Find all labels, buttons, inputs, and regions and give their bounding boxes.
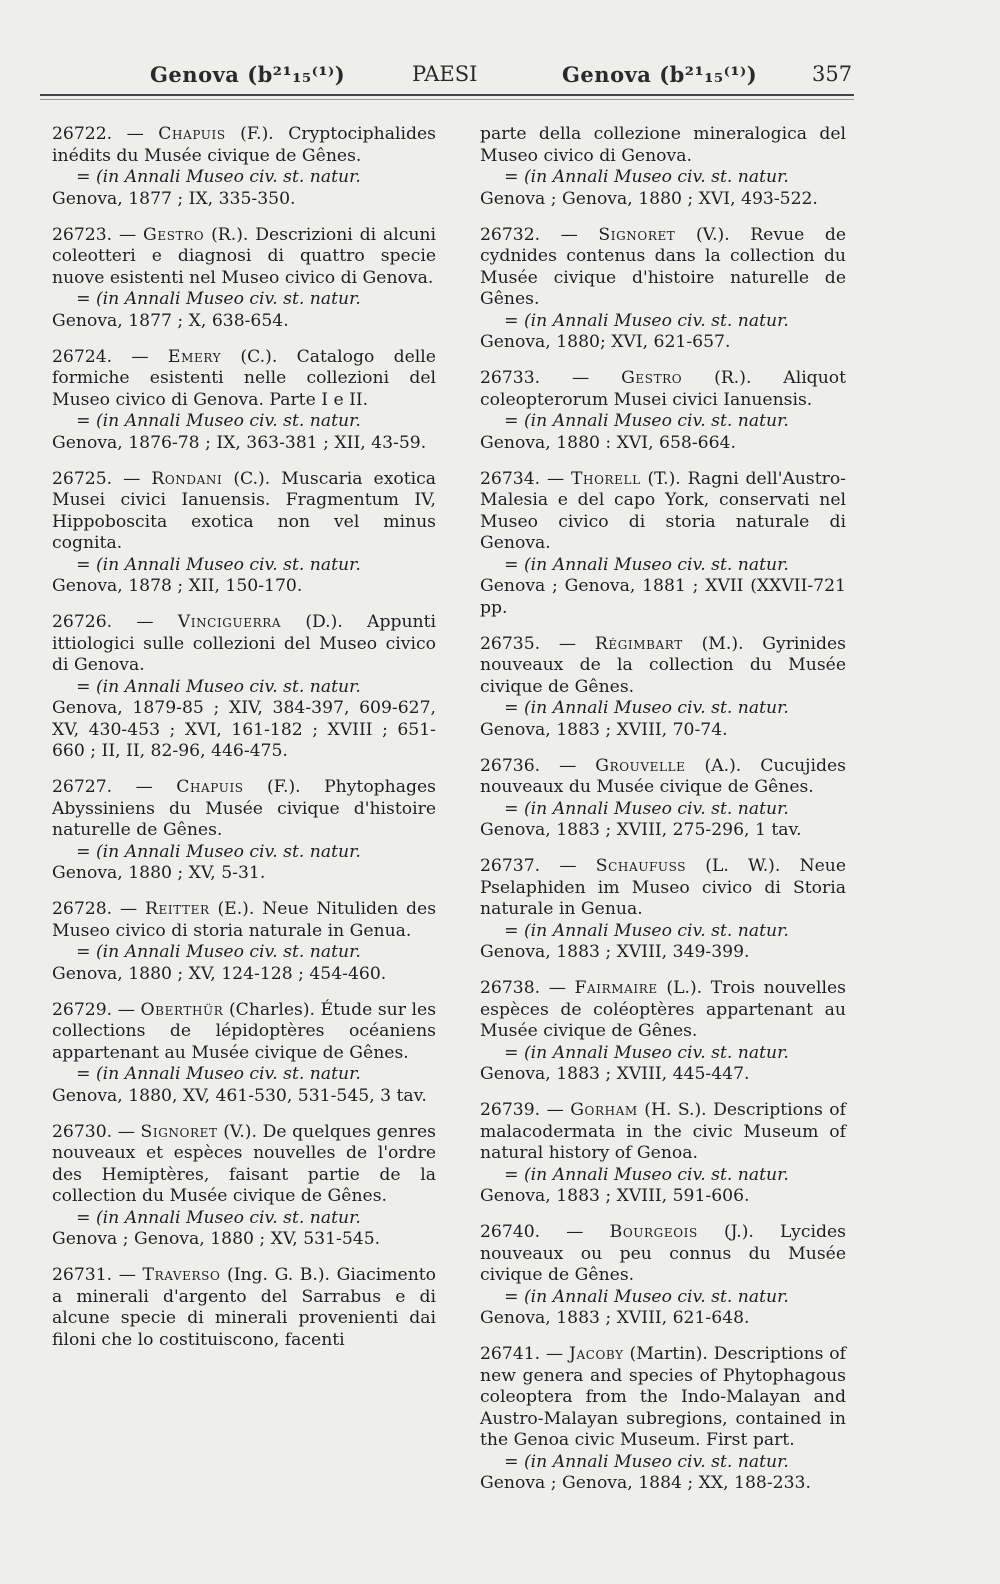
entry-number: 26723. [52,224,113,245]
entry-author: Régimbart [594,633,683,654]
entry-number: 26729. [52,999,113,1020]
continued-pub: Genova ; Genova, 1880 ; XVI, 493-522. [480,188,818,209]
bibliography-entry: 26724. — Emery (C.). Catalogo delle formiche esistenti nelle collezioni del Museo civico di Genova. Parte I e II. = (in Annali Museo civ. st. natur. Genova, 1876-78 ; IX, 363-381 ; XII, 43-59. [52,346,436,453]
entry-title: Descrizioni di alcuni coleotteri e diagnosi di quattro specie nuove esistenti nel Museo civico di Genova. [52,224,436,288]
entry-author: Thorell [570,468,641,489]
entry-author: Jacoby [568,1344,624,1364]
entry-title: Neue Pselaphiden im Museo civico di Storia naturale in Genua. [480,856,847,919]
entry-source: (in Annali Museo civ. st. natur. [523,698,789,718]
bibliography-entry: 26733. — Gestro (R.). Aliquot coleopterorum Musei civici Ianuensis. = (in Annali Museo civ. st. natur. Genova, 1880 : XVI, 658-664. [480,368,847,453]
entry-number: 26737. [480,856,541,876]
entry-source: (in Annali Museo civ. st. natur. [523,310,789,331]
continued-text: parte della collezione mineralogica del Museo civico di Genova. [480,124,846,166]
running-header [40,56,860,96]
left-column [52,124,436,1366]
entry-source: (in Annali Museo civ. st. natur. [95,676,361,697]
entry-initials: (F.). [267,777,301,797]
entry-author: Schaufuss [595,856,687,876]
entry-author: Chapuis [176,777,244,797]
entry-source: (in Annali Museo civ. st. natur. [95,1207,361,1228]
continued-source: (in Annali Museo civ. st. natur. [523,167,789,187]
entry-title: Descriptions of malacodermata in the civic Museum of natural history of Genoa. [480,1100,846,1163]
entry-source: (in Annali Museo civ. st. natur. [95,411,361,431]
header-center: PAESI [412,62,478,86]
entry-initials: (M.). [701,633,744,654]
entry-number: 26725. [52,468,113,489]
right-column [480,124,846,1509]
entry-initials: (Charles). [228,999,316,1020]
entry-initials: (R.). [211,224,249,245]
entry-publication: Genova, 1880 ; XV, 124-128 ; 454-460. [52,963,387,984]
bibliography-entry: 26730. — Signoret (V.). De quelques genres nouveaux et espèces nouvelles de l'ordre des Hemiptères, faisant partie de la collection du Musée civique de Gênes. = (in Annali Museo civ. st. natur. Genova ; Genova, 1880 ; XV, 531-545. [52,1121,436,1249]
entry-publication: Genova, 1880 : XVI, 658-664. [480,432,736,453]
entry-publication: Genova ; Genova, 1880 ; XV, 531-545. [52,1229,381,1249]
entry-publication: Genova, 1883 ; XVIII, 445-447. [480,1064,750,1084]
entry-author: Gestro [621,368,683,388]
entry-number: 26732. [480,224,541,245]
entry-source: (in Annali Museo civ. st. natur. [95,942,361,962]
entry-initials: (V.). [695,224,730,245]
entry-initials: (Martin). [629,1344,708,1364]
header-left: Genova (b²¹₁₅⁽¹⁾) [150,62,346,87]
entry-author: Emery [167,346,222,367]
entry-number: 26736. [480,755,541,776]
entry-author: Reitter [144,899,210,919]
entry-publication: Genova, 1877 ; IX, 335-350. [52,188,296,209]
entry-source: (in Annali Museo civ. st. natur. [95,554,361,575]
bibliography-entry: 26722. — Chapuis (F.). Cryptociphalides inédits du Musée civique de Gênes. = (in Annali Museo civ. st. natur. Genova, 1877 ; IX, 335-350. [52,124,436,209]
bibliography-entry: 26728. — Reitter (E.). Neue Nituliden des Museo civico di storia naturale in Genua. = (in Annali Museo civ. st. natur. Genova, 1880 ; XV, 124-128 ; 454-460. [52,899,437,984]
entry-publication: Genova, 1883 ; XVIII, 70-74. [480,719,728,740]
entry-number: 26727. [52,777,113,797]
entry-source: (in Annali Museo civ. st. natur. [95,289,361,309]
entry-title: Muscaria exotica Musei civici Ianuensis. Fragmentum IV, Hippoboscita exotica non vel minus cognita. [52,468,437,553]
entry-publication: Genova, 1880; XVI, 621-657. [480,332,731,352]
page-number: 357 [812,62,853,86]
entry-title: Gyrinides nouveaux de la collection du Musée civique de Gênes. [480,633,846,697]
entry-number: 26722. [52,124,113,144]
bibliography-entry: 26741. — Jacoby (Martin). Descriptions of new genera and species of Phytophagous coleoptera from the Indo-Malayan and Austro-Malayan subregions, contained in the Genoa civic Museum. First part. = (in Annali Museo civ. st. natur. Genova ; Genova, 1884 ; XX, 188-233. [480,1344,846,1493]
entry-author: Chapuis [158,124,226,144]
entry-number: 26733. [480,368,541,388]
entry-title: Trois nouvelles espèces de coléoptères appartenant au Musée civique de Gênes. [480,978,846,1041]
entry-initials: (J.). [723,1222,754,1242]
entry-source: (in Annali Museo civ. st. natur. [95,1064,361,1084]
entry-initials: (Ing. G. B.). [226,1265,331,1285]
entry-author: Rondani [151,468,223,489]
entry-author: Bourgeois [609,1222,698,1242]
entry-title: Lycides nouveaux ou peu connus du Musée civique de Gênes. [480,1222,846,1285]
entry-number: 26731. [52,1265,113,1285]
entry-author: Signoret [140,1121,218,1142]
entry-source: (in Annali Museo civ. st. natur. [523,920,789,941]
entry-title: De quelques genres nouveaux et espèces nouvelles de l'ordre des Hemiptères, faisant partie de la collection du Musée civique de Gênes. [52,1121,436,1206]
entry-publication: Genova, 1879-85 ; XIV, 384-397, 609-627, XV, 430-453 ; XVI, 161-182 ; XVIII ; 651-660 ; II, II, 82-96, 446-475. [52,698,436,761]
bibliography-entry: 26734. — Thorell (T.). Ragni dell'Austro-Malesia e del capo York, conservati nel Museo civico di storia naturale di Genova. = (in Annali Museo civ. st. natur. Genova ; Genova, 1881 ; XVII (XXVII-721 pp. [480,468,846,618]
entry-number: 26724. [52,346,113,367]
continued-entry: parte della collezione mineralogica del Museo civico di Genova. = (in Annali Museo civ. st. natur. Genova ; Genova, 1880 ; XVI, 493-522. [480,124,846,209]
entry-number: 26740. [480,1222,541,1242]
entry-author: Signoret [598,224,676,245]
entry-number: 26735. [480,633,541,654]
entry-number: 26728. [52,899,113,919]
entry-publication: Genova, 1883 ; XVIII, 591-606. [480,1186,750,1206]
entry-publication: Genova, 1883 ; XVIII, 275-296, 1 tav. [480,820,802,840]
entry-initials: (T.). [647,468,681,489]
entry-publication: Genova, 1878 ; XII, 150-170. [52,576,303,596]
entry-author: Oberthür [140,999,224,1020]
bibliography-entry: 26736. — Grouvelle (A.). Cucujides nouveaux du Musée civique de Gênes. = (in Annali Museo civ. st. natur. Genova, 1883 ; XVIII, 275-296, 1 tav. [480,755,847,840]
entry-publication: Genova, 1883 ; XVIII, 621-648. [480,1308,750,1328]
entry-title: Catalogo delle formiche esistenti nelle collezioni del Museo civico di Genova. Parte I e II. [52,346,436,410]
header-rule-thin [40,99,854,100]
entry-initials: (C.). [233,468,271,489]
entry-number: 26730. [52,1121,113,1142]
header-rule [40,94,854,96]
entry-initials: (F.). [240,124,274,144]
entry-initials: (C.). [240,346,278,367]
entry-initials: (D.). [305,612,343,632]
entry-source: (in Annali Museo civ. st. natur. [523,1286,789,1307]
entry-source: (in Annali Museo civ. st. natur. [523,411,789,431]
entry-number: 26741. [480,1344,541,1364]
entry-number: 26738. [480,978,541,998]
entry-publication: Genova ; Genova, 1881 ; XVII (XXVII-721 pp. [480,576,846,618]
bibliography-entry: 26723. — Gestro (R.). Descrizioni di alcuni coleotteri e diagnosi di quattro specie nuove esistenti nel Museo civico di Genova. = (in Annali Museo civ. st. natur. Genova, 1877 ; X, 638-654. [52,224,436,331]
bibliography-entry: 26726. — Vinciguerra (D.). Appunti ittiologici sulle collezioni del Museo civico di Genova. = (in Annali Museo civ. st. natur. Genova, 1879-85 ; XIV, 384-397, 609-627, XV, 430-453 ; XVI, 161-182 ; XVIII ; 651-660 ; II, II, 82-96, 446-475. [52,612,436,761]
entry-title: Cryptociphalides inédits du Musée civique de Gênes. [52,124,436,166]
entry-title: Neue Nituliden des Museo civico di storia naturale in Genua. [52,899,437,941]
entry-author: Traverso [142,1265,221,1285]
entry-initials: (V.). [223,1121,257,1142]
bibliography-entry: 26737. — Schaufuss (L. W.). Neue Pselaphiden im Museo civico di Storia naturale in Genua. = (in Annali Museo civ. st. natur. Genova, 1883 ; XVIII, 349-399. [480,856,847,962]
entry-title: Revue de cydnides contenus dans la collection du Musée civique d'histoire naturelle de Gênes. [480,224,846,309]
entry-number: 26739. [480,1100,541,1120]
entry-title: Étude sur les collections de lépidoptères océaniens appartenant au Musée civique de Gênes. [52,999,437,1063]
entry-initials: (L. W.). [705,856,781,876]
entry-source: (in Annali Museo civ. st. natur. [523,554,789,575]
bibliography-entry: 26729. — Oberthür (Charles). Étude sur les collections de lépidoptères océaniens appartenant au Musée civique de Gênes. = (in Annali Museo civ. st. natur. Genova, 1880, XV, 461-530, 531-545, 3 tav. [52,999,437,1106]
entry-source: (in Annali Museo civ. st. natur. [523,798,789,819]
entry-source: (in Annali Museo civ. st. natur. [523,1164,789,1185]
entry-author: Vinciguerra [177,612,282,632]
entry-source: (in Annali Museo civ. st. natur. [95,841,361,862]
entry-publication: Genova ; Genova, 1884 ; XX, 188-233. [480,1473,811,1493]
bibliography-entry: 26740. — Bourgeois (J.). Lycides nouveaux ou peu connus du Musée civique de Gênes. = (in Annali Museo civ. st. natur. Genova, 1883 ; XVIII, 621-648. [480,1222,846,1328]
entry-initials: (E.). [217,899,255,919]
entry-title: Giacimento a minerali d'argento del Sarrabus e di alcune specie di minerali provenienti dai filoni che lo costituiscono, facenti [52,1265,437,1350]
bibliography-entry: 26732. — Signoret (V.). Revue de cydnides contenus dans la collection du Musée civique d'histoire naturelle de Gênes. = (in Annali Museo civ. st. natur. Genova, 1880; XVI, 621-657. [480,224,846,352]
bibliography-entry: 26731. — Traverso (Ing. G. B.). Giacimento a minerali d'argento del Sarrabus e di alcune specie di minerali provenienti dai filoni che lo costituiscono, facenti [52,1265,437,1350]
bibliography-entry: 26725. — Rondani (C.). Muscaria exotica Musei civici Ianuensis. Fragmentum IV, Hippoboscita exotica non vel minus cognita. = (in Annali Museo civ. st. natur. Genova, 1878 ; XII, 150-170. [52,468,437,596]
entry-author: Gestro [143,224,205,245]
entry-source: (in Annali Museo civ. st. natur. [523,1451,789,1472]
entry-title: Descriptions of new genera and species of Phytophagous coleoptera from the Indo-Malayan and Austro-Malayan subregions, contained in the Genoa civic Museum. First part. [480,1344,846,1450]
entry-number: 26734. [480,468,541,489]
entry-source: (in Annali Museo civ. st. natur. [95,167,361,187]
bibliography-entry: 26735. — Régimbart (M.). Gyrinides nouveaux de la collection du Musée civique de Gênes. = (in Annali Museo civ. st. natur. Genova, 1883 ; XVIII, 70-74. [480,633,846,740]
entry-publication: Genova, 1880 ; XV, 5-31. [52,863,266,883]
entry-author: Grouvelle [595,755,686,776]
entry-title: Aliquot coleopterorum Musei civici Ianuensis. [480,368,847,410]
entry-initials: (H. S.). [644,1100,707,1120]
entry-author: Fairmaire [574,978,658,998]
entry-initials: (L.). [666,978,703,998]
entry-title: Phytophages Abyssiniens du Musée civique d'histoire naturelle de Gênes. [52,777,436,840]
entry-title: Cucujides nouveaux du Musée civique de Gênes. [480,755,847,797]
entry-title: Appunti ittiologici sulle collezioni del Museo civico di Genova. [52,612,436,675]
entry-publication: Genova, 1876-78 ; IX, 363-381 ; XII, 43-59. [52,432,427,453]
entry-number: 26726. [52,612,113,632]
bibliography-entry: 26739. — Gorham (H. S.). Descriptions of malacodermata in the civic Museum of natural history of Genoa. = (in Annali Museo civ. st. natur. Genova, 1883 ; XVIII, 591-606. [480,1100,846,1206]
entry-title: Ragni dell'Austro-Malesia e del capo York, conservati nel Museo civico di storia naturale di Genova. [480,468,846,553]
entry-publication: Genova, 1877 ; X, 638-654. [52,310,289,331]
header-right: Genova (b²¹₁₅⁽¹⁾) [562,62,758,87]
entry-initials: (R.). [714,368,752,388]
entry-publication: Genova, 1883 ; XVIII, 349-399. [480,942,750,962]
entry-publication: Genova, 1880, XV, 461-530, 531-545, 3 tav. [52,1085,427,1106]
bibliography-entry: 26727. — Chapuis (F.). Phytophages Abyssiniens du Musée civique d'histoire naturelle de Gênes. = (in Annali Museo civ. st. natur. Genova, 1880 ; XV, 5-31. [52,777,436,883]
entry-source: (in Annali Museo civ. st. natur. [523,1042,789,1063]
entry-author: Gorham [570,1100,638,1120]
bibliography-entry: 26738. — Fairmaire (L.). Trois nouvelles espèces de coléoptères appartenant au Musée civique de Gênes. = (in Annali Museo civ. st. natur. Genova, 1883 ; XVIII, 445-447. [480,978,846,1084]
entry-initials: (A.). [704,755,742,776]
